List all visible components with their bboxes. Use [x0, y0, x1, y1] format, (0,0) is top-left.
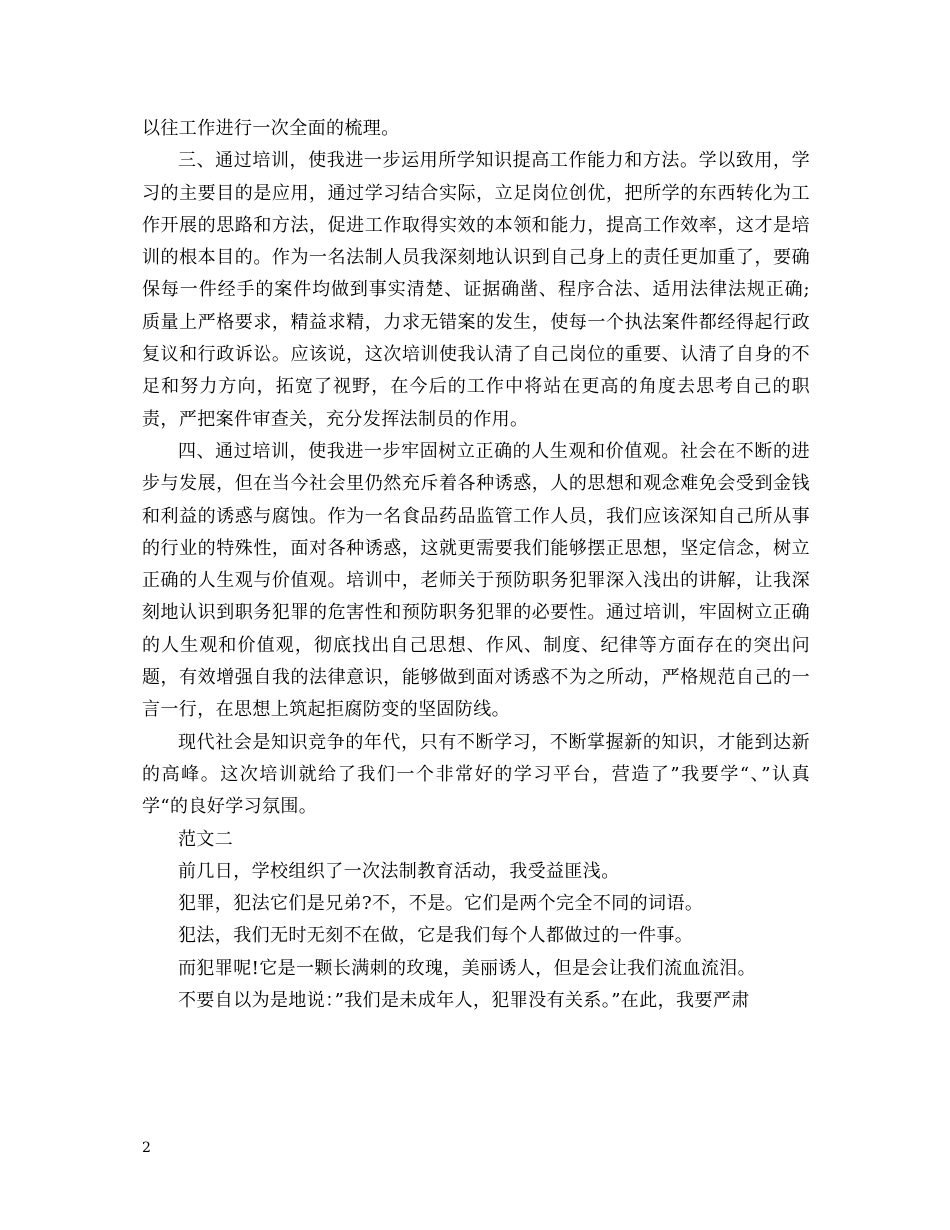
paragraph-law-breaking: 犯法，我们无时无刻不在做，它是我们每个人都做过的一件事。 [178, 925, 694, 947]
paragraph-section-three: 三、通过培训，使我进一步运用所学知识提高工作能力和方法。学以致用，学习的主要目的是应用，通过学习结合实际，立足岗位创优，把所学的东西转化为工作开展的思路和方法，促进工作取得实效的本领和能力，提高工作效率，这才是培训的根本目的。作为一名法制人员我深刻地认识到自己身上的责任更加重了，要确保每一件经手的案件均做到事实清楚、证据确凿、程序合法、适用法律法规正确;质量上严格要求，精益求精，力求无错案的发生，使每一个执法案件都经得起行政复议和行政诉讼。应该说，这次培训使我认清了自己岗位的重要、认清了自身的不足和努力方向，拓宽了视野，在今后的工作中将站在更高的角度去思考自己的职责，严把案件审查关，充分发挥法制员的作用。 [142, 150, 810, 430]
paragraph-minor-warning: 不要自以为是地说：”我们是未成年人，犯罪没有关系。”在此，我要严肃 [178, 990, 750, 1012]
paragraph-conclusion: 现代社会是知识竞争的年代，只有不断学习，不断掌握新的知识，才能到达新的高峰。这次培训就给了我们一个非常好的学习平台，营造了”我要学“、”认真学“的良好学习氛围。 [142, 731, 810, 818]
paragraph-section-four: 四、通过培训，使我进一步牢固树立正确的人生观和价值观。社会在不断的进步与发展，但在当今社会里仍然充斥着各种诱惑，人的思想和观念难免会受到金钱和利益的诱惑与腐蚀。作为一名食品药品监管工作人员，我们应该深知自己所从事的行业的特殊性，面对各种诱惑，这就更需要我们能够摆正思想，坚定信念，树立正确的人生观与价值观。培训中，老师关于预防职务犯罪深入浅出的讲解，让我深刻地认识到职务犯罪的危害性和预防职务犯罪的必要性。通过培训，牢固树立正确的人生观和价值观，彻底找出自己思想、作风、制度、纪律等方面存在的突出问题，有效增强自我的法律意识，能够做到面对诱惑不为之所动，严格规范自己的一言一行，在思想上筑起拒腐防变的坚固防线。 [142, 440, 810, 721]
paragraph-sample-two-intro: 前几日，学校组织了一次法制教育活动，我受益匪浅。 [178, 860, 620, 882]
document-body [142, 113, 810, 1017]
paragraph-crime-rose: 而犯罪呢!它是一颗长满刺的玫瑰，美丽诱人，但是会让我们流血流泪。 [178, 957, 757, 979]
paragraph-continuation: 以往工作进行一次全面的梳理。 [142, 118, 400, 139]
paragraph-crime-question: 犯罪，犯法它们是兄弟?不，不是。它们是两个完全不同的词语。 [178, 893, 704, 915]
page-number: 2 [142, 1140, 151, 1156]
sample-two-heading: 范文二 [178, 828, 234, 850]
